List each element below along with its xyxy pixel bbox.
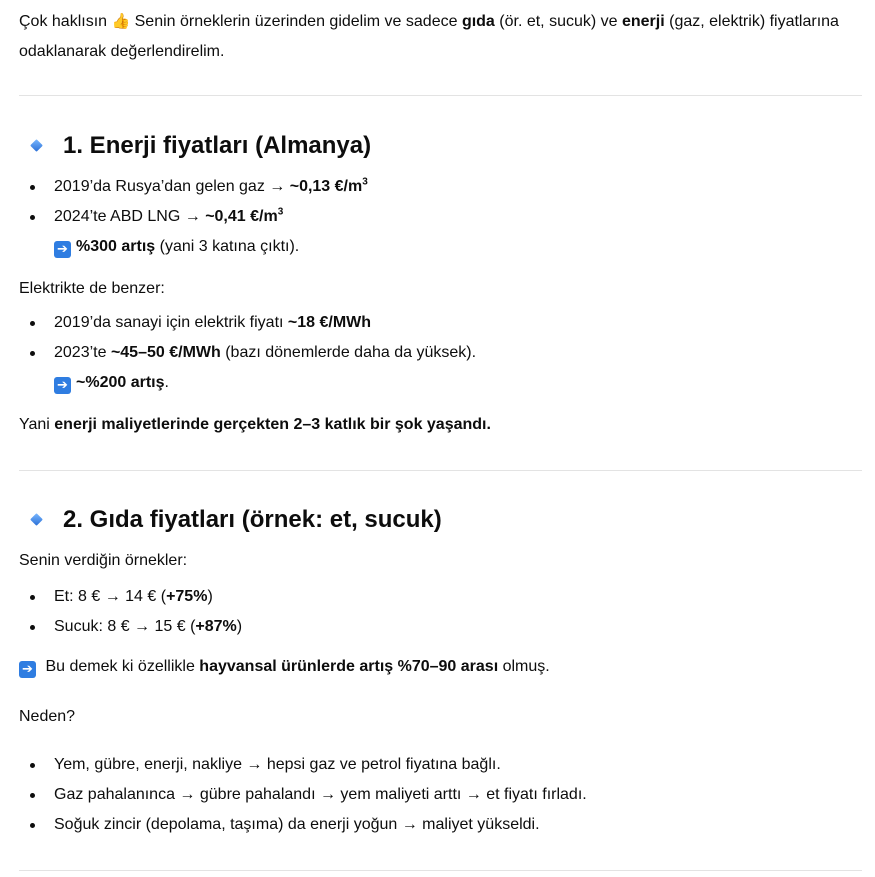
list-item: Gaz pahalanınca → gübre pahalandı → yem maliyeti arttı → et fiyatı fırladı. (19, 780, 859, 810)
food-price-list (19, 582, 859, 642)
divider (19, 870, 862, 871)
right-arrow-icon: ➔ (54, 377, 71, 394)
item-text: 2019’da sanayi için elektrik fiyatı (54, 314, 288, 331)
item-bold: +75% (166, 588, 208, 605)
gas-result-line (19, 232, 859, 262)
item-after: (bazı dönemlerde daha da yüksek). (220, 344, 477, 361)
elec-result-bold: ~%200 artış (76, 374, 165, 391)
item-text: 2024’te ABD LNG → (54, 208, 206, 225)
intro-bold-2: enerji (621, 13, 665, 30)
item-bold: +87% (195, 618, 237, 635)
item-after: ) (207, 588, 213, 605)
item-text: 2023’te (54, 344, 111, 361)
item-text: Et: 8 € → 14 € ( (54, 588, 167, 605)
conclusion-text: Bu demek ki özellikle (41, 658, 200, 675)
energy-section-body (19, 172, 859, 440)
food-intro: Senin verdiğin örnekler: (19, 552, 188, 569)
intro-bold-1: gıda (461, 13, 495, 30)
gas-result-bold: %300 artış (76, 238, 156, 255)
item-sup: 3 (362, 176, 368, 188)
summary-text: Yani (19, 416, 55, 433)
intro-text-3: (ör. et, sucuk) ve (494, 13, 622, 30)
elec-intro: Elektrikte de benzer: (19, 280, 165, 297)
food-conclusion (19, 652, 859, 682)
section-title-text: 2. Gıda fiyatları (örnek: et, sucuk) (63, 506, 442, 533)
intro-text-2: Senin örneklerin üzerinden gidelim ve sadece (130, 13, 462, 30)
conclusion-text-2: olmuş. (498, 658, 550, 675)
right-arrow-icon: ➔ (54, 241, 71, 258)
item-bold: ~45–50 €/MWh (110, 344, 221, 361)
thumbs-up-icon: 👍 (111, 12, 131, 30)
item-text: Sucuk: 8 € → 15 € ( (54, 618, 196, 635)
elec-result-line (19, 368, 859, 398)
item-bold: ~0,13 €/m (289, 178, 363, 195)
summary-bold: enerji maliyetlerinde gerçekten 2–3 katlık bir şok yaşandı. (54, 416, 491, 433)
right-arrow-icon: ➔ (19, 661, 36, 678)
section-title-food (28, 505, 442, 535)
gas-price-list (19, 172, 859, 232)
section-title-text: 1. Enerji fiyatları (Almanya) (63, 132, 372, 159)
intro-text-1: Çok haklısın (19, 13, 108, 30)
list-item (19, 308, 859, 338)
reasons-list (19, 750, 859, 840)
section-title-energy (28, 131, 371, 161)
food-section-body (19, 546, 859, 840)
list-item: Soğuk zincir (depolama, taşıma) da enerji yoğun → maliyet yükseldi. (19, 810, 859, 840)
list-item (19, 338, 859, 368)
divider (19, 470, 862, 471)
intro-paragraph (19, 6, 849, 67)
divider (19, 95, 862, 96)
list-item (19, 612, 859, 642)
item-bold: ~18 €/MWh (287, 314, 372, 331)
intro-text-4: (gaz, elektrik) fiyatlarına odaklanarak değerlendirelim. (19, 13, 839, 60)
gas-result-text: (yani 3 katına çıktı). (155, 238, 300, 255)
blue-diamond-icon (30, 139, 43, 152)
item-bold: ~0,41 €/m (205, 208, 278, 225)
electricity-price-list (19, 308, 859, 368)
list-item (19, 172, 859, 202)
why-heading: Neden? (19, 708, 76, 725)
list-item (19, 582, 859, 612)
list-item: Yem, gübre, enerji, nakliye → hepsi gaz ve petrol fiyatına bağlı. (19, 750, 859, 780)
item-after: ) (236, 618, 243, 635)
list-item (19, 202, 859, 232)
conclusion-bold: hayvansal ürünlerde artış %70–90 arası (199, 658, 499, 675)
elec-result-after: . (164, 374, 169, 391)
item-sup: 3 (277, 206, 284, 218)
energy-summary (19, 410, 859, 440)
blue-diamond-icon (30, 513, 43, 526)
item-text: 2019’da Rusya’dan gelen gaz → (54, 178, 290, 195)
